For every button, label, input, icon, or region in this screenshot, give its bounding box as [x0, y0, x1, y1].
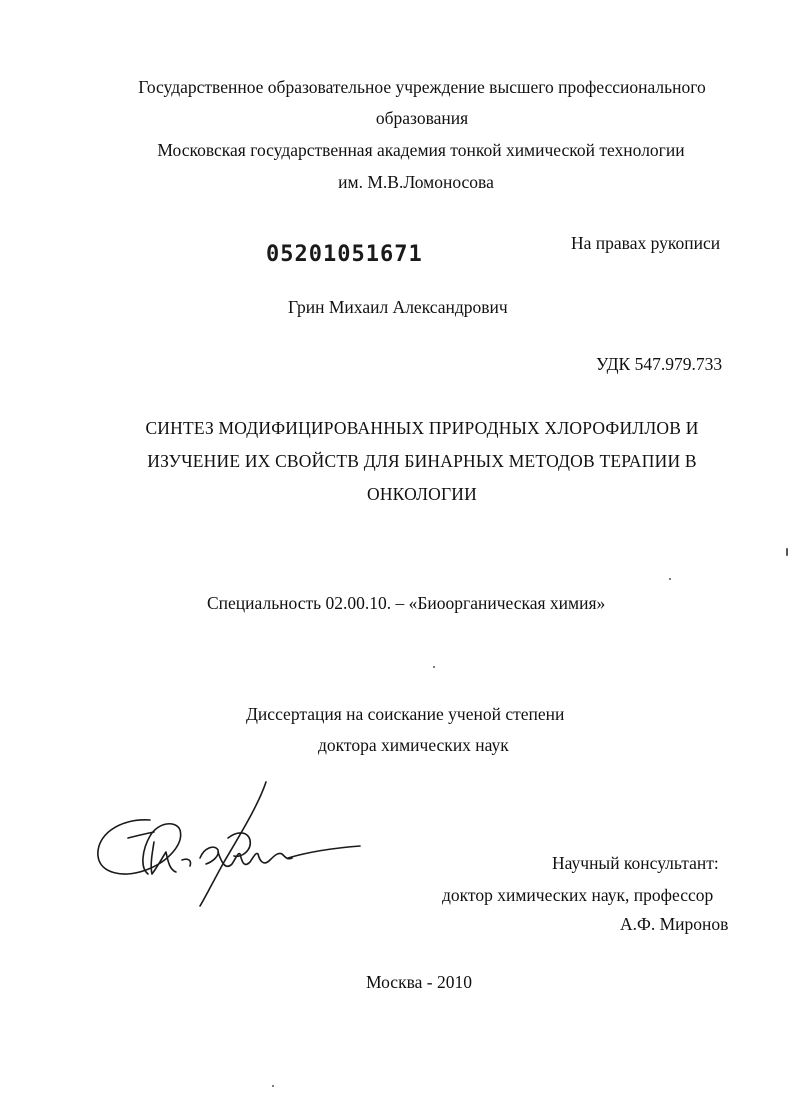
scan-speck	[433, 666, 435, 668]
scan-speck	[669, 578, 671, 580]
rights-note: На правах рукописи	[571, 233, 721, 253]
specialty: Специальность 02.00.10. – «Биоорганическая химия»	[207, 593, 606, 613]
dissertation-line-1: Диссертация на соискание ученой степени	[246, 704, 565, 724]
consultant-degree: доктор химических наук, профессор	[442, 885, 714, 905]
dissertation-line-2: доктора химических наук	[318, 735, 509, 755]
udk-code: УДК 547.979.733	[596, 354, 723, 374]
scan-speck	[786, 548, 788, 556]
institution-line-2: образования	[375, 108, 469, 128]
consultant-label: Научный консультант:	[552, 853, 719, 873]
city-year: Москва - 2010	[366, 972, 472, 992]
consultant-name: А.Ф. Миронов	[620, 914, 729, 934]
registration-number: 05201051671	[266, 242, 423, 267]
scan-speck	[272, 1085, 274, 1087]
institution-line-1: Государственное образовательное учреждение высшего профессионального	[138, 77, 706, 97]
title-line-1: СИНТЕЗ МОДИФИЦИРОВАННЫХ ПРИРОДНЫХ ХЛОРОФИЛЛОВ И	[145, 418, 699, 438]
handwritten-signature	[88, 778, 368, 918]
title-line-2: ИЗУЧЕНИЕ ИХ СВОЙСТВ ДЛЯ БИНАРНЫХ МЕТОДОВ ТЕРАПИИ В	[147, 451, 697, 471]
academy-line-1: Московская государственная академия тонкой химической технологии	[157, 140, 685, 160]
academy-line-2: им. М.В.Ломоносова	[338, 172, 494, 192]
author-name: Грин Михаил Александрович	[288, 297, 508, 317]
title-line-3: ОНКОЛОГИИ	[367, 484, 477, 504]
